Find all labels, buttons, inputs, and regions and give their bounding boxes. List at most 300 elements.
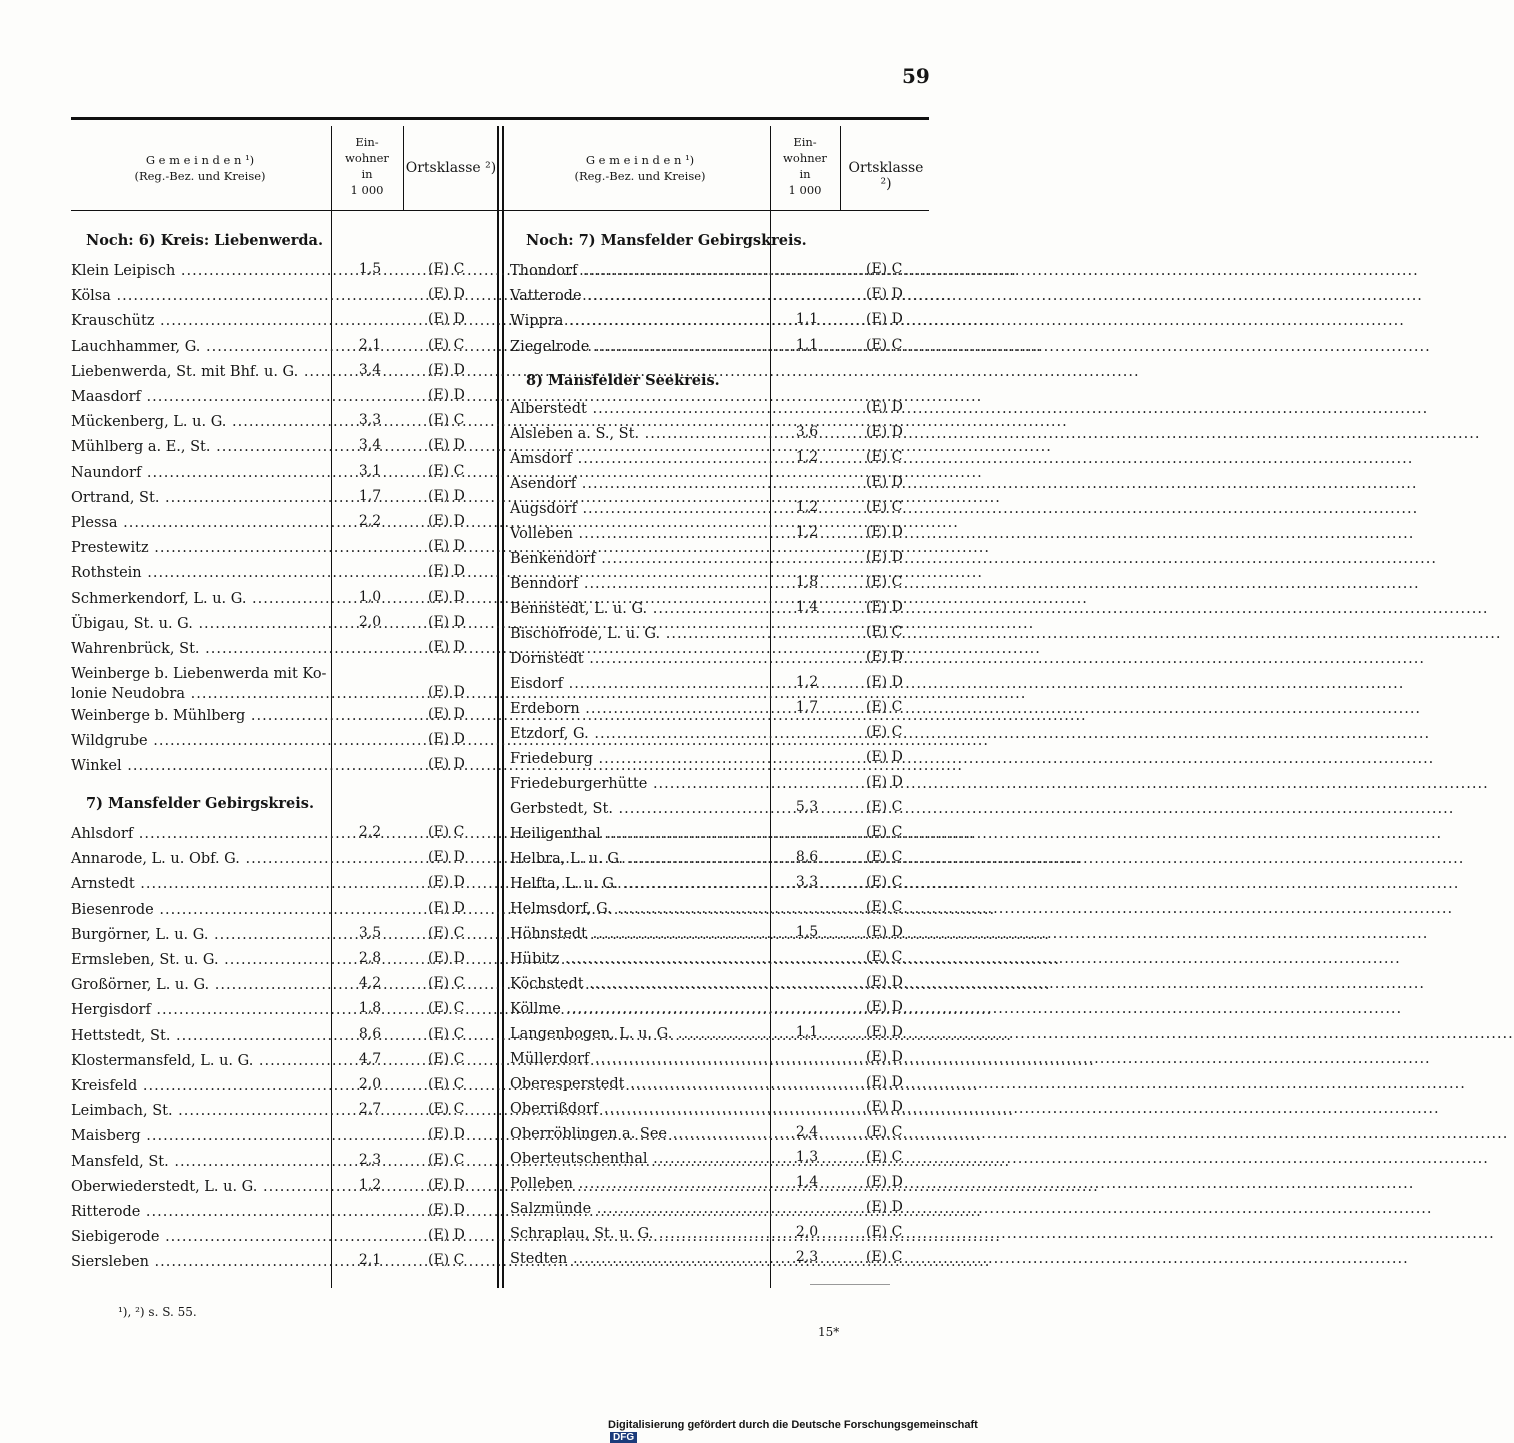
row-class: (E) D [866, 999, 903, 1015]
row-population: 3,1 [358, 463, 382, 479]
row-population [772, 393, 842, 417]
row-population [772, 643, 842, 667]
table-row [510, 743, 768, 767]
row-class: (E) C [866, 449, 903, 465]
row-name: Asendorf ..... [510, 476, 1418, 492]
row-name: Mansfeld, St. ..... [71, 1154, 1010, 1170]
row-population: 4,7 [358, 1051, 382, 1067]
table-row [510, 1118, 768, 1142]
row-population: 1,1 [795, 311, 819, 327]
row-class: (E) D [866, 549, 903, 565]
row-class: (E) C [866, 499, 903, 515]
row-population [772, 993, 842, 1017]
row-class: (E) C [428, 412, 465, 428]
row-class: (E) D [428, 1202, 465, 1218]
row-population: 3,3 [795, 874, 819, 890]
row-name: Gerbstedt, St. ..... [510, 801, 1454, 817]
row-name: Arnstedt ..... [71, 876, 976, 892]
table-row [510, 943, 768, 967]
row-name: Klostermansfeld, L. u. G. ..... [71, 1053, 1095, 1069]
table-row [71, 406, 329, 430]
row-population [772, 818, 842, 842]
table-row [510, 793, 768, 817]
table-row [71, 331, 329, 355]
row-name: Weinberge b. Liebenwerda mit Ko- [71, 666, 327, 682]
left-section-gebirgskreis: 7) Mansfelder Gebirgskreis. [86, 795, 314, 812]
row-name: Winkel ..... [71, 758, 963, 774]
table-row [71, 431, 329, 455]
right-section-seekreis: 8) Mansfelder Seekreis. [526, 372, 720, 389]
table-row [71, 1120, 329, 1144]
row-name: Alberstedt ..... [510, 401, 1428, 417]
row-name: Klein Leipisch ..... [71, 263, 1017, 279]
row-class: (E) C [428, 925, 465, 941]
table-row [510, 1068, 768, 1092]
row-population: 1,2 [795, 499, 819, 515]
row-class: (E) D [866, 424, 903, 440]
table-row [510, 668, 768, 692]
table-row [71, 894, 329, 918]
row-class: (E) C [428, 1000, 465, 1016]
table-row [510, 768, 768, 792]
table-row [510, 568, 768, 592]
row-population [335, 633, 405, 657]
table-row [71, 843, 329, 867]
row-population [335, 1120, 405, 1144]
row-class: (E) D [428, 731, 465, 747]
row-name: Heiligenthal ..... [510, 826, 1442, 842]
row-class: (E) D [428, 563, 465, 579]
row-population: 1,4 [795, 599, 819, 615]
row-class: (E) C [866, 1249, 903, 1265]
row-name: Wahrenbrück, St. ..... [71, 641, 1041, 657]
row-class: (E) D [428, 538, 465, 554]
row-name: Stedten ..... [510, 1251, 1409, 1267]
row-population [772, 968, 842, 992]
row-class: (E) D [866, 649, 903, 665]
table-row [71, 381, 329, 405]
row-class: (E) D [428, 639, 465, 655]
row-name: Köllme ..... [510, 1001, 1402, 1017]
row-name: Plessa ..... [71, 515, 959, 531]
table-row [510, 993, 768, 1017]
header-rule [71, 210, 929, 211]
table-row [510, 1168, 768, 1192]
row-class: (E) D [428, 614, 465, 630]
table-row [71, 1020, 329, 1044]
table-row [71, 818, 329, 842]
row-name: Mückenberg, L. u. G. ..... [71, 414, 1068, 430]
row-class: (E) D [428, 950, 465, 966]
table-row [510, 593, 768, 617]
row-name: Naundorf ..... [71, 465, 983, 481]
row-name: Helbra, L. u. G. ..... [510, 851, 1464, 867]
row-population: 1,1 [795, 1024, 819, 1040]
row-population: 1,2 [358, 1177, 382, 1193]
row-name: Schraplau, St. u. G. ..... [510, 1226, 1495, 1242]
row-population: 2,1 [358, 337, 382, 353]
row-population: 2,3 [795, 1249, 819, 1265]
row-population: 2,0 [358, 1076, 382, 1092]
table-row [510, 693, 768, 717]
row-class: (E) D [866, 599, 903, 615]
table-row [71, 919, 329, 943]
row-name: Langenbogen, L. u. G. ..... [510, 1026, 1514, 1042]
row-population [335, 725, 405, 749]
row-name: Wippra ..... [510, 313, 1405, 329]
row-population [772, 743, 842, 767]
table-row [71, 750, 329, 774]
row-population [335, 843, 405, 867]
row-name: Friedeburg ..... [510, 751, 1434, 767]
row-class: (E) D [866, 311, 903, 327]
row-class: (E) C [866, 699, 903, 715]
row-population: 1,2 [795, 524, 819, 540]
table-row [510, 1043, 768, 1067]
row-class: (E) D [866, 749, 903, 765]
row-class: (E) C [428, 261, 465, 277]
row-name: Maasdorf ..... [71, 389, 982, 405]
row-class: (E) D [866, 1099, 903, 1115]
row-class: (E) D [866, 1174, 903, 1190]
row-class: (E) D [428, 286, 465, 302]
row-name: Vatterode ..... [510, 288, 1423, 304]
row-population: 8,6 [358, 1026, 382, 1042]
row-name: Augsdorf ..... [510, 501, 1418, 517]
table-row [510, 818, 768, 842]
row-class: (E) D [428, 437, 465, 453]
table-row [510, 1193, 768, 1217]
row-name: Mühlberg a. E., St. ..... [71, 439, 1052, 455]
row-name: Hübitz ..... [510, 951, 1401, 967]
row-class: (E) C [866, 824, 903, 840]
row-name: Volleben ..... [510, 526, 1414, 542]
row-name: Prestewitz ..... [71, 540, 990, 556]
table-row [510, 1143, 768, 1167]
table-row [71, 608, 329, 632]
table-row [71, 482, 329, 506]
row-class: (E) D [428, 706, 465, 722]
row-name: Ortrand, St. ..... [71, 490, 1001, 506]
row-population [335, 557, 405, 581]
row-class: (E) D [866, 674, 903, 690]
right-header-pop: Ein- wohner in 1 000 [783, 135, 827, 197]
row-name: Ahlsdorf ..... [71, 826, 975, 842]
page-number: 59 [902, 64, 930, 88]
row-class: (E) C [866, 261, 903, 277]
row-class: (E) D [428, 874, 465, 890]
row-class: (E) D [428, 589, 465, 605]
row-name: Helmsdorf, G. ..... [510, 901, 1453, 917]
table-row [71, 1095, 329, 1119]
table-row [71, 1221, 329, 1245]
digitization-notice: Digitalisierung gefördert durch die Deutsche Forschungsgemeinschaft DFG [608, 1419, 978, 1443]
row-name: Bischofrode, L. u. G. ..... [510, 626, 1502, 642]
left-pop-divider [403, 126, 404, 211]
row-class: (E) C [866, 1224, 903, 1240]
row-name: Oberesperstedt ..... [510, 1076, 1466, 1092]
row-name: Benndorf ..... [510, 576, 1420, 592]
row-population: 2,4 [795, 1124, 819, 1140]
table-row [71, 532, 329, 556]
table-row [510, 393, 768, 417]
row-class: (E) D [428, 513, 465, 529]
table-row [71, 1146, 329, 1170]
row-name: Müllerdorf ..... [510, 1051, 1431, 1067]
row-name: Ermsleben, St. u. G. ..... [71, 952, 1060, 968]
row-name: Helfta, L. u. G. ..... [510, 876, 1459, 892]
row-population [335, 532, 405, 556]
table-row [71, 356, 329, 380]
table-row [71, 280, 329, 304]
row-population: 1,5 [795, 924, 819, 940]
table-row [71, 255, 329, 279]
dfg-logo: DFG [610, 1432, 637, 1443]
row-class: (E) C [428, 1026, 465, 1042]
row-population: 1,7 [358, 488, 382, 504]
row-class: (E) C [866, 799, 903, 815]
table-row [510, 893, 768, 917]
row-population: 1,5 [358, 261, 382, 277]
row-population [335, 750, 405, 774]
left-section-liebenwerda: Noch: 6) Kreis: Liebenwerda. [86, 232, 323, 249]
table-row [71, 507, 329, 531]
row-class: (E) C [866, 574, 903, 590]
row-name: Salzmünde ..... [510, 1201, 1433, 1217]
right-header-class: Ortsklasse ²) [848, 160, 924, 192]
row-population [772, 1193, 842, 1217]
row-class: (E) C [428, 463, 465, 479]
table-row [71, 633, 329, 657]
table-row [71, 868, 329, 892]
row-population: 3,6 [795, 424, 819, 440]
row-population: 3,4 [358, 437, 382, 453]
row-name: Bennstedt, L. u. G. ..... [510, 601, 1489, 617]
row-population: 4,2 [358, 975, 382, 991]
row-name: Höhnstedt ..... [510, 926, 1428, 942]
right-header-name: G e m e i n d e n ¹) (Reg.-Bez. und Kreise) [574, 153, 706, 183]
row-class: (E) C [428, 1101, 465, 1117]
row-population: 1,7 [795, 699, 819, 715]
row-name: Rothstein ..... [71, 565, 983, 581]
table-row [71, 457, 329, 481]
row-name: Hergisdorf ..... [71, 1002, 992, 1018]
row-population [335, 894, 405, 918]
top-rule [71, 117, 929, 120]
row-population: 2,7 [358, 1101, 382, 1117]
row-population: 1,8 [795, 574, 819, 590]
table-row [510, 1093, 768, 1117]
row-class: (E) C [866, 899, 903, 915]
table-row [510, 643, 768, 667]
row-class: (E) D [866, 1024, 903, 1040]
row-population [335, 280, 405, 304]
table-row [510, 968, 768, 992]
row-population [772, 1068, 842, 1092]
row-class: (E) C [428, 975, 465, 991]
row-name: Köchstedt ..... [510, 976, 1425, 992]
row-population [772, 893, 842, 917]
row-population [772, 468, 842, 492]
row-population [335, 305, 405, 329]
table-row [510, 918, 768, 942]
row-name: Ritterode ..... [71, 1204, 982, 1220]
row-name: Hettstedt, St. ..... [71, 1028, 1012, 1044]
row-name: Ziegelrode ..... [510, 339, 1431, 355]
row-class: (E) C [866, 1149, 903, 1165]
row-class: (E) D [428, 1126, 465, 1142]
left-header-name: G e m e i n d e n ¹) (Reg.-Bez. und Kreise) [134, 153, 266, 183]
row-population: 2,1 [358, 1252, 382, 1268]
row-population [335, 1221, 405, 1245]
table-row [71, 944, 329, 968]
table-row [71, 1070, 329, 1094]
table-row [510, 468, 768, 492]
row-class: (E) C [428, 1076, 465, 1092]
table-row [510, 868, 768, 892]
table-row [510, 843, 768, 867]
printer-signature: 15* [818, 1325, 840, 1339]
row-name: Benkendorf ..... [510, 551, 1437, 567]
table-row [71, 700, 329, 724]
row-population: 5,3 [795, 799, 819, 815]
table-row [510, 493, 768, 517]
row-name: Oberwiederstedt, L. u. G. ..... [71, 1179, 1099, 1195]
table-row [71, 969, 329, 993]
row-name: Dornstedt ..... [510, 651, 1425, 667]
left-header-pop: Ein- wohner in 1 000 [345, 135, 389, 197]
row-class: (E) D [866, 924, 903, 940]
row-class: (E) C [866, 337, 903, 353]
row-class: (E) D [428, 849, 465, 865]
row-class: (E) D [866, 524, 903, 540]
right-section-gebirgskreis: Noch: 7) Mansfelder Gebirgskreis. [526, 232, 807, 249]
row-class: (E) C [428, 824, 465, 840]
row-class: (E) D [866, 774, 903, 790]
table-row [510, 518, 768, 542]
table-row [71, 994, 329, 1018]
row-name: Thondorf ..... [510, 263, 1419, 279]
row-class: (E) D [866, 474, 903, 490]
row-name: Amsdorf ..... [510, 451, 1413, 467]
row-class: (E) D [428, 684, 465, 700]
row-name: lonie Neudobra ..... [71, 686, 1026, 702]
row-population: 3,5 [358, 925, 382, 941]
row-name: Weinberge b. Mühlberg ..... [71, 708, 1087, 724]
row-class: (E) D [866, 974, 903, 990]
row-population: 2,2 [358, 513, 382, 529]
table-row [71, 1196, 329, 1220]
left-header-class: Ortsklasse ²) [405, 160, 497, 176]
row-population: 2,0 [358, 614, 382, 630]
row-name: Erdeborn ..... [510, 701, 1421, 717]
table-row [510, 331, 768, 355]
row-population [772, 1093, 842, 1117]
table-row [71, 725, 329, 749]
table-row [510, 718, 768, 742]
row-class: (E) D [866, 1049, 903, 1065]
table-row [510, 1243, 768, 1267]
row-name: Maisberg ..... [71, 1128, 982, 1144]
row-population [772, 1043, 842, 1067]
row-population: 8,6 [795, 849, 819, 865]
row-class: (E) C [428, 337, 465, 353]
row-name: Siebigerode ..... [71, 1229, 1001, 1245]
row-population: 1,0 [358, 589, 382, 605]
table-row [510, 1018, 768, 1042]
row-name: Krauschütz ..... [71, 313, 996, 329]
row-name: Übigau, St. u. G. ..... [71, 616, 1034, 632]
row-class: (E) D [866, 1199, 903, 1215]
row-name: Schmerkendorf, L. u. G. ..... [71, 591, 1088, 607]
row-class: (E) D [866, 399, 903, 415]
row-name: Annarode, L. u. Obf. G. ..... [71, 851, 1081, 867]
table-row [510, 255, 768, 279]
row-population: 1,1 [795, 337, 819, 353]
table-row [510, 280, 768, 304]
table-row [510, 543, 768, 567]
row-class: (E) D [428, 488, 465, 504]
row-class: (E) C [866, 1124, 903, 1140]
table-row [510, 418, 768, 442]
row-population: 2,2 [358, 824, 382, 840]
row-class: (E) C [866, 849, 903, 865]
row-name: Friedeburgerhütte ..... [510, 776, 1489, 792]
table-row [510, 443, 768, 467]
row-class: (E) D [866, 1074, 903, 1090]
row-name: Großörner, L. u. G. ..... [71, 977, 1051, 993]
row-name: Lauchhammer, G. ..... [71, 339, 1042, 355]
row-class: (E) D [428, 1177, 465, 1193]
row-class: (E) D [866, 286, 903, 302]
table-row [510, 618, 768, 642]
row-class: (E) C [866, 624, 903, 640]
table-row [71, 678, 329, 702]
row-population [335, 868, 405, 892]
row-name: Burgörner, L. u. G. ..... [71, 927, 1050, 943]
row-population [335, 700, 405, 724]
row-name: Leimbach, St. ..... [71, 1103, 1014, 1119]
row-population [772, 943, 842, 967]
row-name: Wildgrube ..... [71, 733, 989, 749]
row-population [772, 718, 842, 742]
row-population [772, 255, 842, 279]
table-row [510, 1218, 768, 1242]
row-class: (E) C [866, 949, 903, 965]
row-class: (E) D [428, 362, 465, 378]
row-class: (E) D [428, 311, 465, 327]
row-name: Kreisfeld ..... [71, 1078, 979, 1094]
table-row [71, 1246, 329, 1270]
row-population: 3,3 [358, 412, 382, 428]
row-population: 2,8 [358, 950, 382, 966]
row-name: Siersleben ..... [71, 1254, 990, 1270]
row-population: 1,4 [795, 1174, 819, 1190]
row-population: 1,2 [795, 674, 819, 690]
row-population: 1,8 [358, 1000, 382, 1016]
footnote: ¹), ²) s. S. 55. [118, 1305, 197, 1319]
bottom-rule-right [810, 1284, 890, 1285]
row-class: (E) D [428, 900, 465, 916]
row-population: 2,0 [795, 1224, 819, 1240]
row-class: (E) C [428, 1051, 465, 1067]
row-name: Oberrißdorf ..... [510, 1101, 1440, 1117]
row-population [772, 768, 842, 792]
row-population: 1,2 [795, 449, 819, 465]
row-class: (E) D [428, 756, 465, 772]
row-population [335, 1196, 405, 1220]
row-population [772, 618, 842, 642]
